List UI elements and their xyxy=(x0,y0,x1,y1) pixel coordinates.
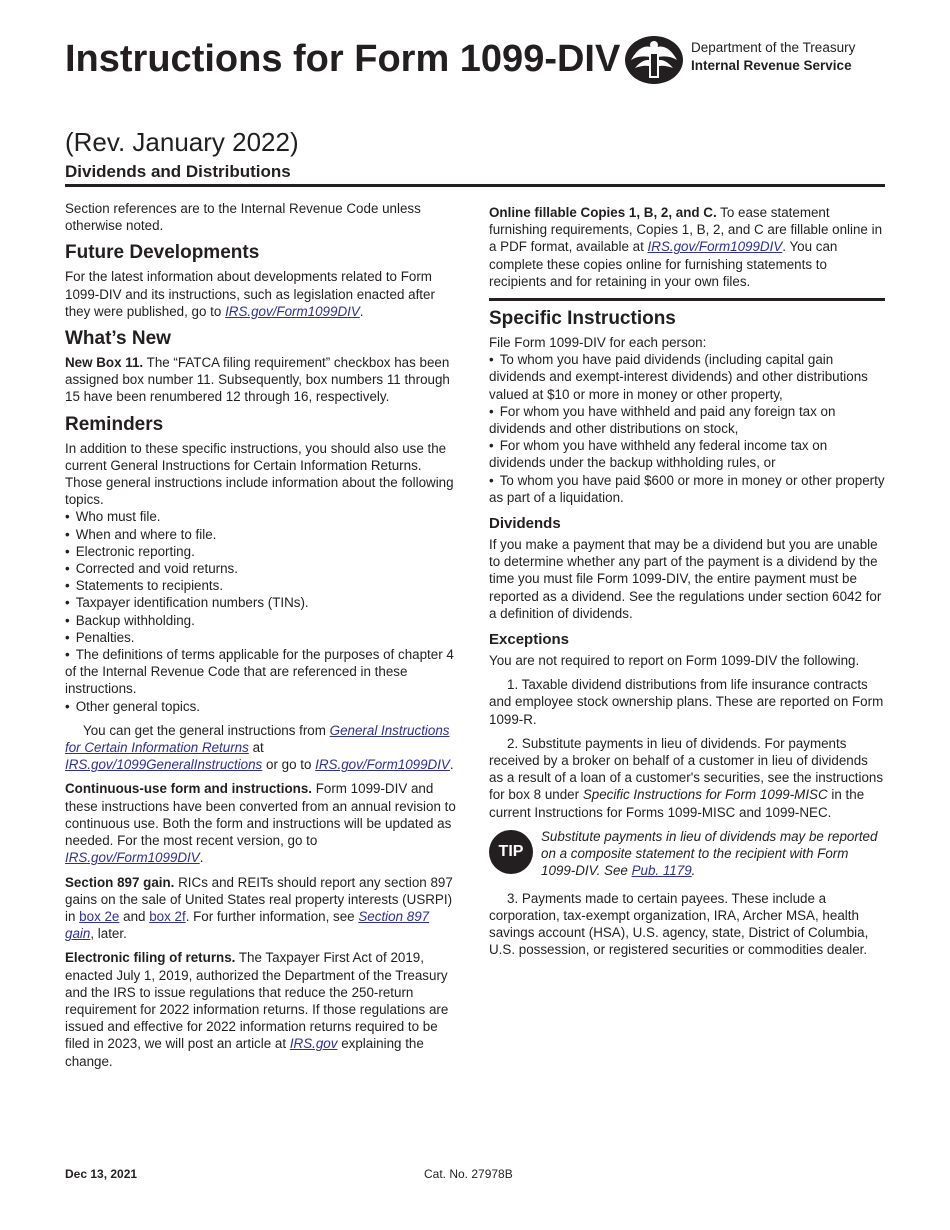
box-2e-link[interactable]: box 2e xyxy=(79,908,120,924)
section-897-paragraph: Section 897 gain. RICs and REITs should report any section 897 gains on the sale of United States real property interests (USRPI) in box 2e and box 2f. For further information, see Section 897 gain, later. xyxy=(65,874,453,942)
whats-new-heading: What’s New xyxy=(65,328,171,350)
left-column xyxy=(65,200,458,1077)
tip-icon: TIP xyxy=(489,830,533,874)
reminders-list xyxy=(65,508,458,714)
section-897-gain-link[interactable]: Section 897 gain xyxy=(65,908,430,942)
list-item: • Other general topics. xyxy=(65,698,458,715)
title-text: Instructions for Form 1099-DIV xyxy=(65,38,621,80)
specific-instructions-heading: Specific Instructions xyxy=(489,308,676,330)
exception-item-1: 1. Taxable dividend distributions from life insurance contracts and employee stock ownership plans. These are reported on Form 1099-R. xyxy=(489,677,884,727)
list-item: • Who must file. xyxy=(65,508,458,525)
specific-intro: File Form 1099-DIV for each person: xyxy=(489,335,707,351)
exceptions-heading: Exceptions xyxy=(489,631,570,649)
list-item: • When and where to file. xyxy=(65,526,458,543)
section-rule xyxy=(489,298,885,301)
dividends-text: If you make a payment that may be a dividend but you are unable to determine whether any part of the payment is a dividend by the time you must file Form 1099-DIV, the entire payment must be reported as a dividend. See the regulations under section 6042 for a definition of dividends. xyxy=(489,537,882,621)
list-item: • For whom you have withheld and paid any foreign tax on dividends and other distributions on stock, xyxy=(489,403,885,437)
reminders-text: In addition to these specific instructions, you should also use the current General Instructions for Certain Information Returns. Those general instructions include information about the following topics. xyxy=(65,440,454,508)
online-fillable-paragraph: Online fillable Copies 1, B, 2, and C. To ease statement furnishing requirements, Copies 1, B, 2, and C are fillable online in a PDF format, available at IRS.gov/Form1099DIV. You can complete these copies online for furnishing statements to recipients and for retaining in your own files. xyxy=(489,205,883,289)
page-subtitle: Dividends and Distributions xyxy=(65,162,291,181)
header-rule xyxy=(65,184,885,187)
list-item: • Taxpayer identification numbers (TINs). xyxy=(65,594,458,611)
tip-text: Substitute payments in lieu of dividends may be reported on a composite statement to the recipient with Form 1099-DIV. See Pub. 1179. xyxy=(541,828,878,879)
list-item: • Statements to recipients. xyxy=(65,577,458,594)
reminders-heading: Reminders xyxy=(65,413,164,435)
general-instructions-link[interactable]: General Instructions for Certain Information Returns xyxy=(65,722,450,756)
pub-1179-link[interactable]: Pub. 1179 xyxy=(631,863,692,879)
list-item: • To whom you have paid dividends (including capital gain dividends and exempt-interest dividends) and other distributions valued at $10 or more in money or other property, xyxy=(489,351,885,403)
general-instructions-paragraph: You can get the general instructions from General Instructions for Certain Information Returns at IRS.gov/1099GeneralInstructions or go to IRS.gov/Form1099DIV. xyxy=(65,722,454,773)
exception-item-3: 3. Payments made to certain payees. These include a corporation, tax-exempt organization, IRA, Archer MSA, health savings account (HSA), U.S. agency, state, District of Columbia, U.S. possession, or registered securities or commodities dealer. xyxy=(489,890,869,958)
future-developments-text: For the latest information about developments related to Form 1099-DIV and its instructions, such as legislation enacted after they were published, go to IRS.gov/Form1099DIV. xyxy=(65,269,435,319)
agency-department: Department of the Treasury xyxy=(691,40,856,55)
irs-eagle-icon xyxy=(623,34,685,86)
agency-service: Internal Revenue Service xyxy=(691,58,852,73)
exceptions-intro: You are not required to report on Form 1099-DIV the following. xyxy=(489,653,860,669)
tip-box xyxy=(489,828,885,880)
future-developments-heading: Future Developments xyxy=(65,242,260,264)
general-instructions-irs-link[interactable]: IRS.gov/1099GeneralInstructions xyxy=(65,757,263,773)
electronic-filing-paragraph: Electronic filing of returns. The Taxpayer First Act of 2019, enacted July 1, 2019, authorized the Department of the Treasury and the IRS to issue regulations that reduce the 250-return requirement for 2022 information returns. If those regulations are issued and effective for 2022 information returns required to be filed in 2023, we will post an article at IRS.gov explaining the change. xyxy=(65,950,449,1069)
online-fillable-link[interactable]: IRS.gov/Form1099DIV xyxy=(647,239,783,255)
page-title xyxy=(65,38,620,80)
list-item: • Corrected and void returns. xyxy=(65,560,458,577)
specific-list xyxy=(489,351,885,506)
continuous-use-link[interactable]: IRS.gov/Form1099DIV xyxy=(65,850,200,866)
exception-item-2: 2. Substitute payments in lieu of dividends. For payments received by a broker on behalf of a customer in lieu of dividends as a result of a loan of a customer's securities, see the instructions for box 8 under Specific Instructions for Form 1099-MISC in the current Instructions for Forms 1099-MISC and 1099-NEC. xyxy=(489,735,884,820)
right-column xyxy=(489,204,885,965)
footer-date: Dec 13, 2021 xyxy=(65,1167,138,1181)
dividends-heading: Dividends xyxy=(489,515,561,533)
revision-date: (Rev. January 2022) xyxy=(65,127,299,157)
continuous-use-paragraph: Continuous-use form and instructions. Form 1099-DIV and these instructions have been converted from an annual revision to continuous use. Both the form and instructions will be updated as needed. For the most recent version, go to IRS.gov/Form1099DIV. xyxy=(65,781,456,866)
intro-text: Section references are to the Internal Revenue Code unless otherwise noted. xyxy=(65,201,421,234)
list-item: • Penalties. xyxy=(65,629,458,646)
form1099div-link[interactable]: IRS.gov/Form1099DIV xyxy=(315,757,450,773)
future-irs-link[interactable]: IRS.gov/Form1099DIV xyxy=(225,303,360,319)
footer-cat-number: Cat. No. 27978B xyxy=(424,1167,513,1181)
irs-gov-link[interactable]: IRS.gov xyxy=(289,1036,338,1052)
list-item: • The definitions of terms applicable for the purposes of chapter 4 of the Internal Revenue Code that are referenced in these instructions. xyxy=(65,646,458,698)
list-item: • To whom you have paid $600 or more in money or other property as part of a liquidation. xyxy=(489,472,885,506)
box-2f-link[interactable]: box 2f xyxy=(149,908,186,924)
list-item: • Backup withholding. xyxy=(65,612,458,629)
list-item: • Electronic reporting. xyxy=(65,543,458,560)
agency-block xyxy=(691,39,855,75)
new-box-11-paragraph: New Box 11. The “FATCA filing requirement” checkbox has been assigned box number 11. Subsequently, box numbers 11 through 15 have been renumbered 12 through 16, respectively. xyxy=(65,355,450,405)
list-item: • For whom you have withheld any federal income tax on dividends under the backup withholding rules, or xyxy=(489,437,885,471)
